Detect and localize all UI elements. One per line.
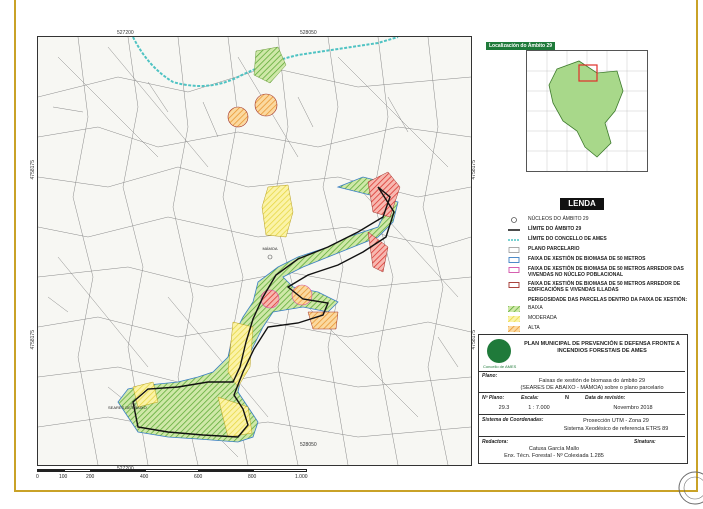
title-block bbox=[478, 334, 688, 464]
meta-row bbox=[479, 393, 685, 415]
data-value: Novembro 2018 bbox=[613, 405, 653, 411]
coord-left-2: 4758175 bbox=[30, 330, 36, 350]
strip-illadas-icon bbox=[508, 282, 520, 288]
redactora-label: Redactora: bbox=[482, 439, 509, 445]
danger-moderate-icon bbox=[508, 316, 520, 322]
location-title: Localización do Ámbito 29 bbox=[486, 42, 555, 50]
legend-label-faixa-illadas: FAIXA DE XESTIÓN DE BIOMASA DE 50 METROS ARREDOR DE EDIFICACIÓNS E VIVENDAS ILLADAS bbox=[528, 281, 681, 293]
boundary-line-icon bbox=[508, 227, 520, 233]
redactora-line1: Catuxa García Mallo bbox=[528, 446, 580, 452]
strip-nucleo-icon bbox=[508, 267, 520, 273]
legend-label-faixa50: FAIXA DE XESTIÓN DE BIOMASA DE 50 METROS bbox=[528, 256, 646, 262]
plano-line1: Faixas de xestión de biomasa do ámbito 29 bbox=[538, 378, 646, 384]
scale-tick-6: 1.000 bbox=[295, 474, 308, 480]
legend-label-nucleos: NÚCLEOS DO ÁMBITO 29 bbox=[528, 216, 589, 222]
main-map bbox=[37, 36, 472, 466]
danger-label-moderada: MODERADA bbox=[528, 315, 557, 321]
biomass-strips bbox=[118, 47, 400, 442]
legend-label-ambito: LÍMITE DO ÁMBITO 29 bbox=[528, 226, 582, 232]
plan-title: PLAN MUNICIPAL DE PREVENCIÓN E DEFENSA FRONTE A INCENDIOS FORESTAIS DE AMES bbox=[524, 341, 680, 354]
strip-50m-icon bbox=[508, 257, 520, 263]
north-arrow-icon: N bbox=[565, 395, 569, 401]
plano-cell bbox=[479, 371, 685, 393]
logo-text: Concello de AMES bbox=[483, 364, 517, 369]
scale-tick-3: 400 bbox=[140, 474, 149, 480]
nplano-value: 29.3 bbox=[498, 405, 510, 411]
sistema-line1: Proxección UTM - Zona 29 bbox=[583, 418, 649, 424]
parcel-box-icon bbox=[508, 247, 520, 253]
sistema-line2: Sistema Xeodésico de referencia ETRS 89 bbox=[563, 426, 669, 432]
location-map-svg bbox=[527, 51, 647, 171]
parcel-lines bbox=[38, 37, 471, 465]
escala-value: 1 : 7.000 bbox=[528, 405, 550, 411]
concello-line-icon bbox=[508, 237, 520, 243]
scale-tick-2: 200 bbox=[86, 474, 95, 480]
danger-label-baixa: BAIXA bbox=[528, 305, 543, 311]
scale-tick-0: 0 bbox=[36, 474, 39, 480]
legend-label-concello: LÍMITE DO CONCELLO DE AMES bbox=[528, 236, 607, 242]
escala-label: Escala: bbox=[521, 395, 539, 401]
danger-high-icon bbox=[508, 326, 520, 332]
redactora-line2: Enx. Técn. Forestal - Nº Colexiada 1.285 bbox=[504, 453, 604, 459]
danger-label-alta: ALTA bbox=[528, 325, 540, 331]
legend-label-parcelario: PLANO PARCELARIO bbox=[528, 246, 580, 252]
data-label: Data de revisión: bbox=[585, 395, 626, 401]
scale-bar bbox=[37, 466, 307, 480]
nplano-label: Nº Plano: bbox=[482, 395, 505, 401]
coord-top-2: 528050 bbox=[300, 30, 317, 36]
coord-right-2: 4758175 bbox=[471, 330, 477, 350]
redactora-cell bbox=[479, 437, 685, 462]
plano-label: Plano: bbox=[482, 373, 498, 379]
scale-tick-1: 100 bbox=[59, 474, 68, 480]
sinatura-label: Sinatura: bbox=[634, 439, 656, 445]
legend-label-faixa-nucleo: FAIXA DE XESTIÓN DE BIOMASA DE 50 METROS ARREDOR DAS VIVENDAS NO NÚCLEO POBLACIONAL bbox=[528, 266, 684, 278]
danger-low-icon bbox=[508, 306, 520, 312]
coord-left-1: 4758175 bbox=[30, 160, 36, 180]
title-header bbox=[479, 335, 685, 372]
coord-bottom-2: 528050 bbox=[300, 442, 317, 448]
scale-tick-5: 800 bbox=[248, 474, 257, 480]
coord-top-1: 527200 bbox=[117, 30, 134, 36]
place-seares: SEARES DE ABAIXO bbox=[108, 405, 147, 410]
legend bbox=[508, 216, 688, 345]
concello-logo-icon bbox=[487, 339, 511, 363]
plano-line2: (SEARES DE ABAIXO - MÁMOA) sobre o plano parcelario bbox=[520, 385, 664, 391]
sistema-cell bbox=[479, 415, 685, 437]
legend-heading: LENDA bbox=[560, 198, 604, 210]
sistema-label: Sistema de Coordenadas: bbox=[482, 417, 544, 423]
location-map bbox=[526, 50, 648, 172]
document-stamp-icon bbox=[673, 466, 703, 506]
nucleus-icon bbox=[508, 217, 520, 223]
parcel-map-svg bbox=[38, 37, 471, 465]
scale-tick-4: 600 bbox=[194, 474, 203, 480]
place-mamoa: MÁMOA bbox=[262, 246, 278, 251]
danger-heading: PERIGOSIDADE DAS PARCELAS DENTRO DA FAIXA DE XESTIÓN: bbox=[528, 297, 687, 303]
coord-right-1: 4758175 bbox=[471, 160, 477, 180]
